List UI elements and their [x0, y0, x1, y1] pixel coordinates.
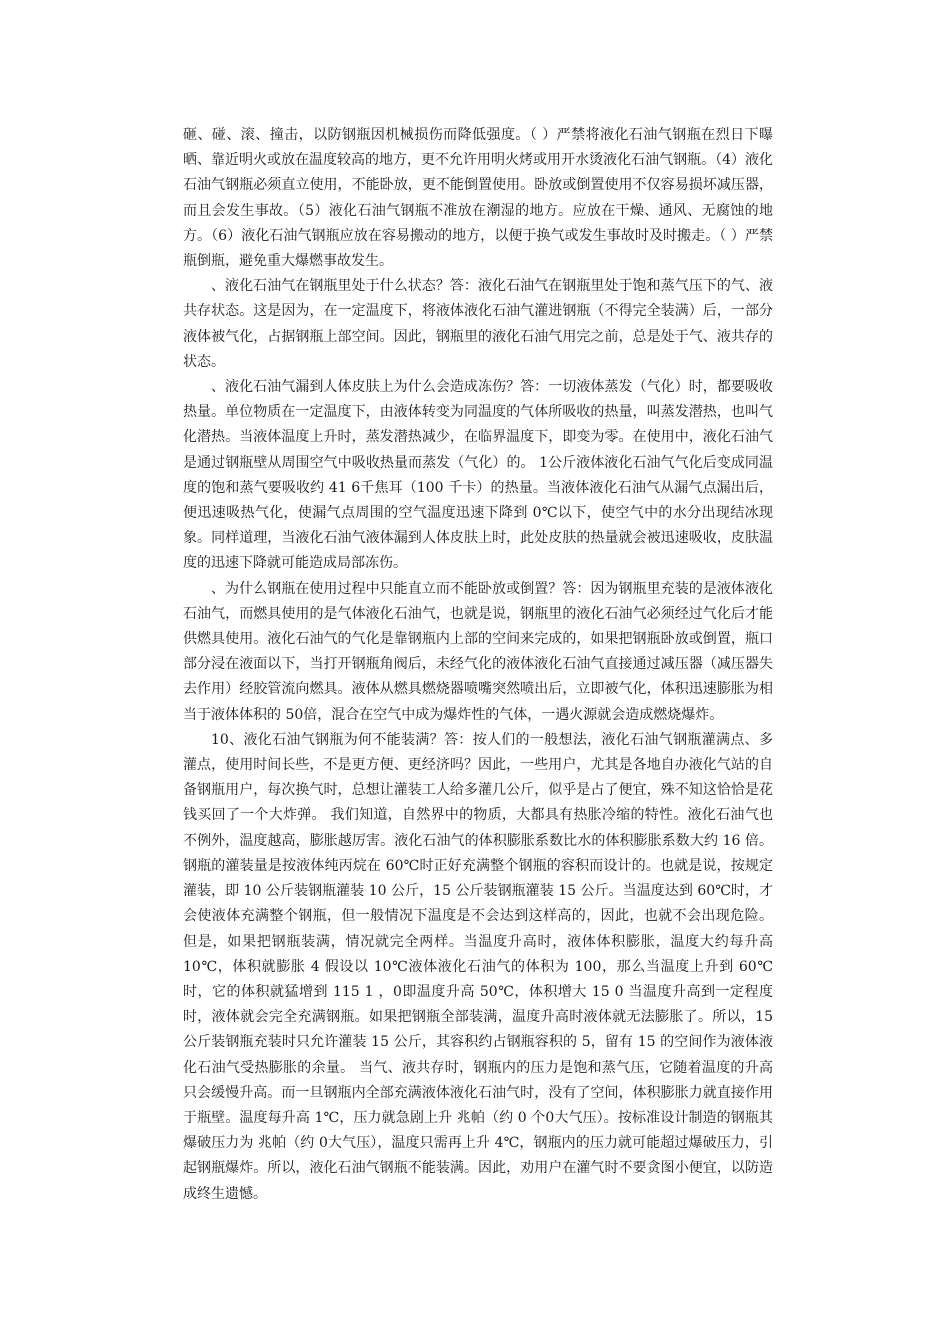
paragraph-no-overfill: 10、液化石油气钢瓶为何不能装满？答：按人们的一般想法，液化石油气钢瓶灌满点、多灌点，使用时间长些，不是更方便、更经济吗？因此，一些用户，尤其是各地自办液化气站的自备钢瓶用户，每次换气时，总想让灌装工人给多灌几公斤，似乎是占了便宜，殊不知这恰恰是花钱买回了一个大炸弹。 我们知道，自然界中的物质，大都具有热胀冷缩的特性。液化石油气也不例外，温度越高，膨胀越厉害。液化石油气的体积膨胀系数比水的体积膨胀系数大约 16 倍。钢瓶的灌装量是按液体纯丙烷在 60℃时正好充满整个钢瓶的容积而设计的。也就是说，按规定灌装，即 10 公斤装钢瓶灌装 10 公斤，15 公斤装钢瓶灌装 15 公斤。当温度达到 60℃时，才会使液体充满整个钢瓶，但一般情况下温度是不会达到这样高的，因此，也就不会出现危险。 但是，如果把钢瓶装满，情况就完全两样。当温度升高时，液体体积膨胀，温度大约每升高 10℃，体积就膨胀 4 假设以 10℃液体液化石油气的体积为 100，那么当温度上升到 60℃时，它的体积就猛增到 115 1 ，0即温度升高 50℃，体积增大 15 0 当温度升高到一定程度时，液体就会完全充满钢瓶。如果把钢瓶全部装满，温度升高时液体就无法膨胀了。所以，15 公斤装钢瓶充装时只允许灌装 15 公斤，其容积约占钢瓶容积的 5，留有 15 的空间作为液体液化石油气受热膨胀的余量。 当气、液共存时，钢瓶内的压力是饱和蒸气压，它随着温度的升高只会缓慢升高。而一旦钢瓶内全部充满液体液化石油气时，没有了空间，体积膨胀力就直接作用于瓶壁。温度每升高 1℃，压力就急剧上升 兆帕（约 0 个0大气压）。按标准设计制造的钢瓶其爆破压力为 兆帕（约 0大气压），温度只需再上升 4℃，钢瓶内的压力就可能超过爆破压力，引起钢瓶爆炸。所以，液化石油气钢瓶不能装满。因此，劝用户在灌气时不要贪图小便宜，以防造成终生遗憾。 [183, 731, 773, 1202]
document-body [183, 123, 773, 1207]
paragraph-upright-use: 、为什么钢瓶在使用过程中只能直立而不能卧放或倒置？答：因为钢瓶里充装的是液体液化石油气，而燃具使用的是气体液化石油气，也就是说，钢瓶里的液化石油气必须经过气化后才能供燃具使用。液化石油气的气化是靠钢瓶内上部的空间来完成的，如果把钢瓶卧放或倒置，瓶口部分浸在液面以下，当打开钢瓶角阀后，未经气化的液体液化石油气直接通过减压器（减压器失去作用）经胶管流向燃具。液体从燃具燃烧器喷嘴突然喷出后，立即被气化，体积迅速膨胀为相当于液体体积的 50倍，混合在空气中成为爆炸性的气体，一遇火源就会造成燃烧爆炸。 [183, 580, 773, 723]
paragraph-frostbite: 、液化石油气漏到人体皮肤上为什么会造成冻伤？答：一切液体蒸发（气化）时，都要吸收热量。单位物质在一定温度下，由液体转变为同温度的气体所吸收的热量，叫蒸发潜热，也叫气化潜热。当液体温度上升时，蒸发潜热减少，在临界温度下，即变为零。在使用中，液化石油气是通过钢瓶壁从周围空气中吸收热量而蒸发（气化）的。 1公斤液体液化石油气气化后变成同温度的饱和蒸气要吸收约 41 6千焦耳（100 千卡）的热量。当液体液化石油气从漏气点漏出后，便迅速吸热气化，使漏气点周围的空气温度迅速下降到 0℃以下，使空气中的水分出现结冰现象。同样道理，当液化石油气液体漏到人体皮肤上时，此处皮肤的热量就会被迅速吸收，皮肤温度的迅速下降就可能造成局部冻伤。 [183, 379, 773, 572]
paragraph-state-in-cylinder: 、液化石油气在钢瓶里处于什么状态？答：液化石油气在钢瓶里处于饱和蒸气压下的气、液共存状态。这是因为，在一定温度下，将液体液化石油气灌进钢瓶（不得完全装满）后，一部分液体被气化，占据钢瓶上部空间。因此，钢瓶里的液化石油气用完之前，总是处于气、液共存的状态。 [183, 278, 773, 370]
paragraph-storage-rules: 砸、碰、滚、撞击，以防钢瓶因机械损伤而降低强度。（ ）严禁将液化石油气钢瓶在烈日下曝晒、靠近明火或放在温度较高的地方，更不允许用明火烤或用开水烫液化石油气钢瓶。（4）液化石油气钢瓶必须直立使用，不能卧放，更不能倒置使用。卧放或倒置使用不仅容易损坏减压器，而且会发生事故。（5）液化石油气钢瓶不准放在潮湿的地方。应放在干燥、通风、无腐蚀的地方。（6）液化石油气钢瓶应放在容易搬动的地方，以便于换气或发生事故时及时搬走。（ ）严禁瓶倒瓶，避免重大爆燃事故发生。 [183, 127, 773, 270]
